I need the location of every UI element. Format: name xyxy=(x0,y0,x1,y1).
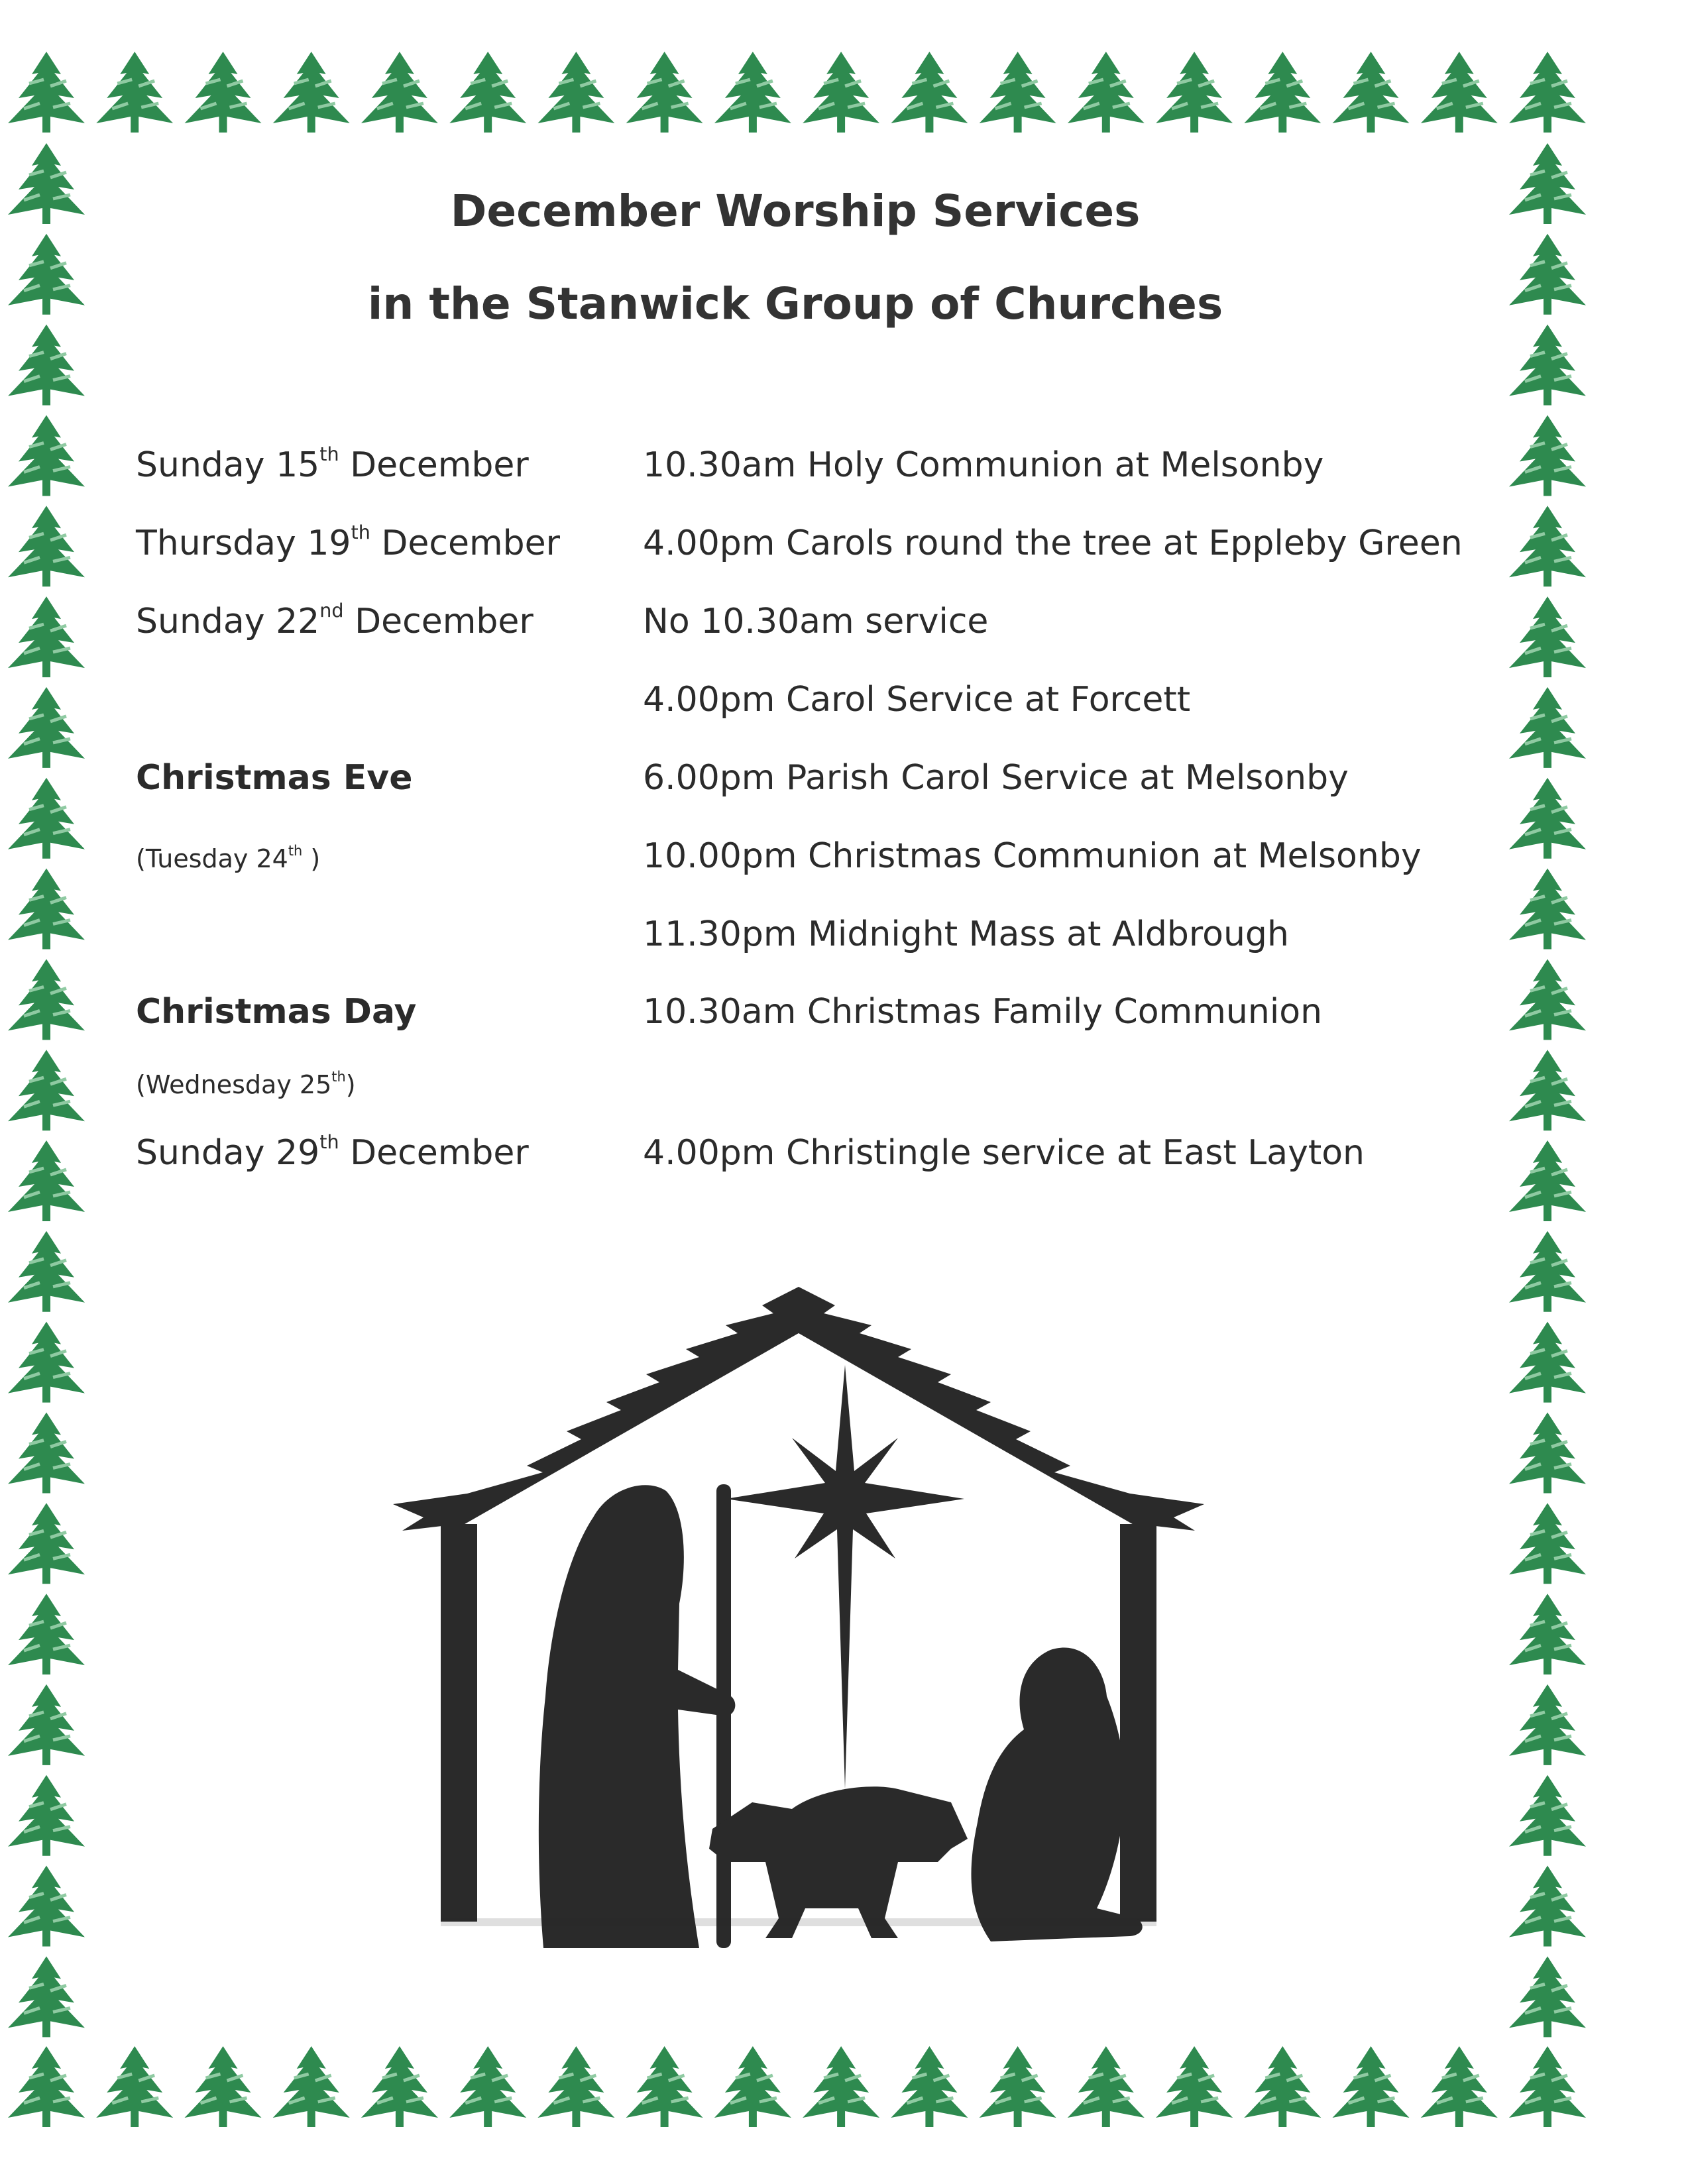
christmas-tree-icon xyxy=(1156,52,1233,133)
christmas-tree-icon xyxy=(1509,1050,1586,1130)
christmas-tree-icon xyxy=(980,52,1056,133)
christmas-tree-icon xyxy=(1509,869,1586,950)
christmas-tree-icon xyxy=(537,52,614,133)
christmas-tree-icon xyxy=(1509,959,1586,1040)
christmas-tree-icon xyxy=(891,2046,968,2127)
christmas-tree-icon xyxy=(626,52,703,133)
date-tuesday-24: (Tuesday 24th ) xyxy=(136,843,321,873)
star-icon xyxy=(726,1365,964,1789)
christmas-tree-icon xyxy=(361,52,438,133)
christmas-tree-icon xyxy=(96,52,173,133)
date-wednesday-25: (Wednesday 25th) xyxy=(136,1069,356,1099)
christmas-tree-icon xyxy=(1068,52,1145,133)
christmas-tree-icon xyxy=(1421,52,1498,133)
christmas-tree-icon xyxy=(626,2046,703,2127)
christmas-tree-icon xyxy=(8,596,85,677)
christmas-tree-icon xyxy=(8,1866,85,1947)
christmas-tree-icon xyxy=(8,778,85,859)
service-3: No 10.30am service xyxy=(643,602,989,641)
christmas-tree-icon xyxy=(1068,2046,1145,2127)
christmas-tree-icon xyxy=(8,415,85,496)
christmas-tree-icon xyxy=(8,1594,85,1674)
date-sunday-22: Sunday 22nd December xyxy=(136,598,534,641)
date-thursday-19: Thursday 19th December xyxy=(136,520,561,563)
christmas-tree-icon xyxy=(1509,506,1586,586)
christmas-tree-icon xyxy=(1509,1594,1586,1674)
christmas-tree-icon xyxy=(449,2046,526,2127)
christmas-tree-icon xyxy=(1509,687,1586,768)
christmas-tree-icon xyxy=(8,325,85,406)
service-8: 10.30am Christmas Family Communion xyxy=(643,992,1323,1032)
christmas-tree-icon xyxy=(8,1231,85,1312)
christmas-tree-icon xyxy=(8,1503,85,1584)
christmas-tree-icon xyxy=(8,2046,85,2127)
christmas-tree-icon xyxy=(185,2046,262,2127)
christmas-tree-icon xyxy=(1509,1231,1586,1312)
christmas-tree-icon xyxy=(96,2046,173,2127)
christmas-tree-icon xyxy=(1509,596,1586,677)
christmas-tree-icon xyxy=(273,52,350,133)
shepherd-staff xyxy=(716,1484,731,1948)
christmas-tree-icon xyxy=(8,687,85,768)
christmas-tree-icon xyxy=(1333,2046,1410,2127)
christmas-tree-icon xyxy=(1509,778,1586,859)
christmas-tree-icon xyxy=(8,959,85,1040)
christmas-tree-icon xyxy=(8,1684,85,1765)
christmas-tree-icon xyxy=(537,2046,614,2127)
christmas-tree-icon xyxy=(1509,1503,1586,1584)
stable-post-right xyxy=(1120,1524,1156,1922)
christmas-tree-icon xyxy=(8,1956,85,2037)
christmas-tree-icon xyxy=(1156,2046,1233,2127)
christmas-tree-icon xyxy=(361,2046,438,2127)
service-1: 10.30am Holy Communion at Melsonby xyxy=(643,445,1324,485)
christmas-tree-icon xyxy=(714,52,791,133)
christmas-tree-icon xyxy=(8,1140,85,1221)
service-7: 11.30pm Midnight Mass at Aldbrough xyxy=(643,914,1289,954)
christmas-tree-icon xyxy=(8,1413,85,1494)
christmas-tree-icon xyxy=(8,1775,85,1856)
christmas-tree-icon xyxy=(714,2046,791,2127)
christmas-tree-icon xyxy=(449,52,526,133)
christmas-tree-icon xyxy=(1509,1140,1586,1221)
manger-silhouette xyxy=(709,1786,968,1938)
christmas-tree-icon xyxy=(1333,52,1410,133)
service-2: 4.00pm Carols round the tree at Eppleby Green xyxy=(643,523,1463,563)
date-sunday-15: Sunday 15th December xyxy=(136,442,529,485)
stable-post-left xyxy=(441,1524,477,1922)
christmas-tree-icon xyxy=(803,52,879,133)
christmas-tree-icon xyxy=(1244,52,1321,133)
christmas-tree-icon xyxy=(8,1050,85,1130)
christmas-tree-icon xyxy=(1509,1322,1586,1403)
service-5: 6.00pm Parish Carol Service at Melsonby xyxy=(643,758,1349,798)
title-line-2: in the Stanwick Group of Churches xyxy=(367,278,1223,329)
christmas-tree-icon xyxy=(8,506,85,586)
christmas-tree-icon xyxy=(1509,52,1586,133)
mary-silhouette xyxy=(971,1647,1142,1941)
christmas-tree-icon xyxy=(1509,1775,1586,1856)
service-9: 4.00pm Christingle service at East Layton xyxy=(643,1133,1365,1173)
christmas-tree-icon xyxy=(185,52,262,133)
christmas-tree-icon xyxy=(891,52,968,133)
joseph-silhouette xyxy=(539,1485,736,1948)
christmas-tree-icon xyxy=(1509,2046,1586,2127)
christmas-tree-icon xyxy=(1509,1866,1586,1947)
christmas-tree-icon xyxy=(8,52,85,133)
christmas-tree-icon xyxy=(1509,415,1586,496)
christmas-tree-icon xyxy=(273,2046,350,2127)
christmas-tree-icon xyxy=(1509,1684,1586,1765)
date-christmas-day: Christmas Day xyxy=(136,992,417,1032)
christmas-tree-icon xyxy=(1509,1956,1586,2037)
service-6: 10.00pm Christmas Communion at Melsonby xyxy=(643,836,1422,876)
christmas-tree-icon xyxy=(803,2046,879,2127)
christmas-tree-icon xyxy=(8,869,85,950)
service-4: 4.00pm Carol Service at Forcett xyxy=(643,680,1191,720)
christmas-tree-icon xyxy=(8,1322,85,1403)
title-line-1: December Worship Services xyxy=(450,186,1141,237)
christmas-tree-icon xyxy=(1509,325,1586,406)
date-sunday-29: Sunday 29th December xyxy=(136,1130,529,1173)
date-christmas-eve: Christmas Eve xyxy=(136,758,413,798)
christmas-tree-icon xyxy=(1509,1413,1586,1494)
christmas-tree-icon xyxy=(1244,2046,1321,2127)
christmas-tree-icon xyxy=(1421,2046,1498,2127)
nativity-scene-illustration xyxy=(368,1272,1229,1975)
christmas-tree-icon xyxy=(980,2046,1056,2127)
